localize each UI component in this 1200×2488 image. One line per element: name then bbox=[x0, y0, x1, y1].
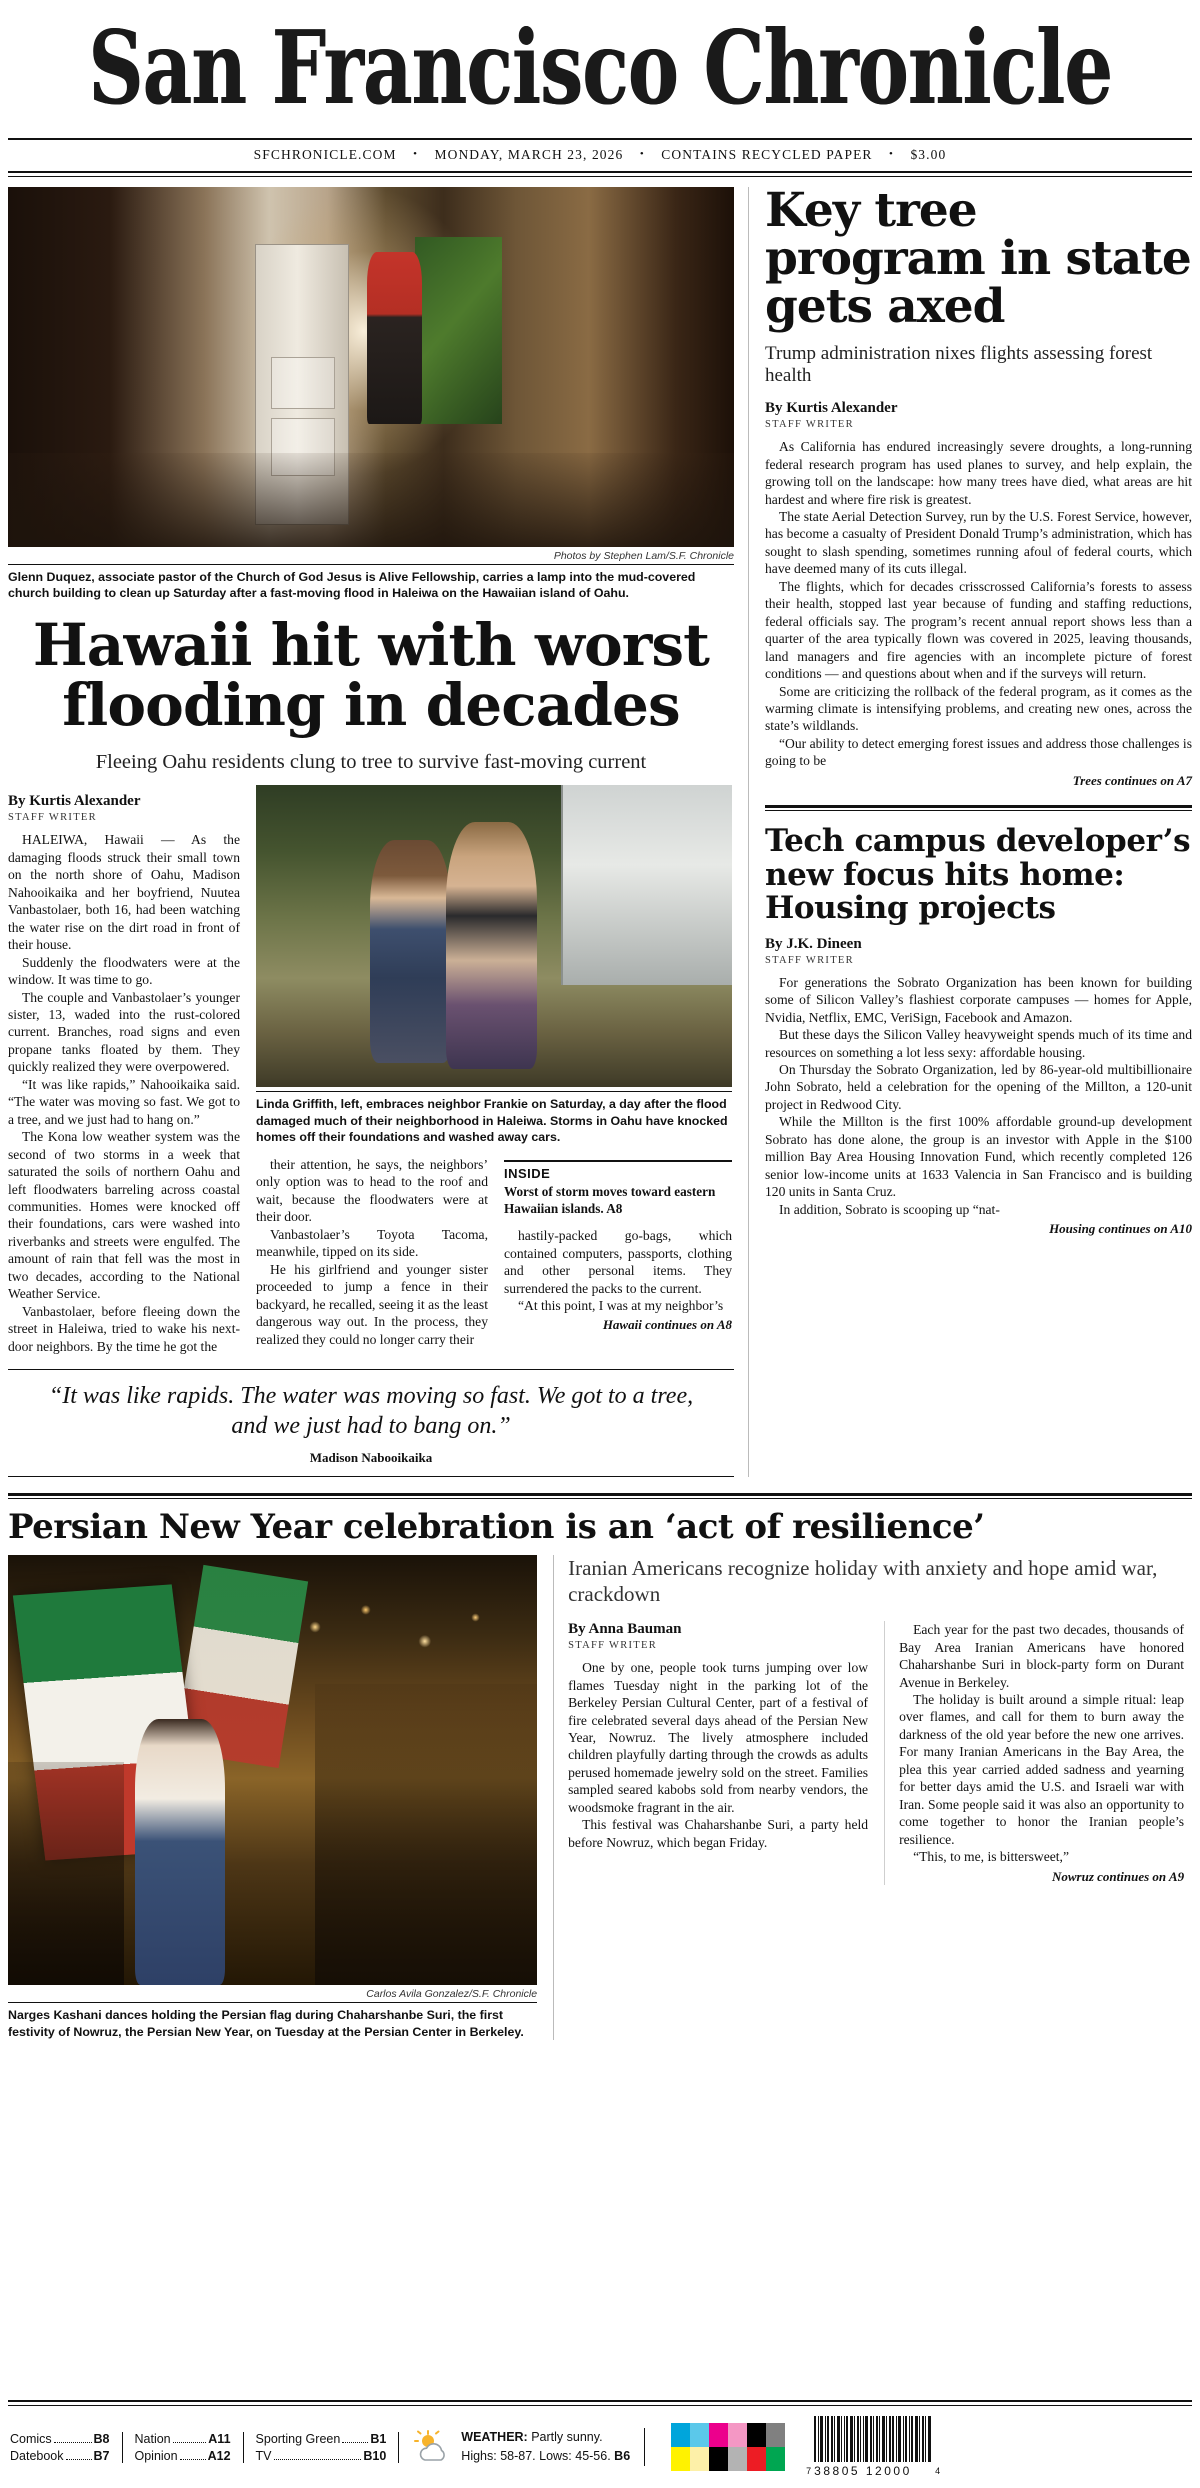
color-swatch bbox=[671, 2447, 690, 2471]
index-label: Opinion bbox=[134, 2448, 178, 2463]
color-swatch bbox=[747, 2447, 766, 2471]
rule-header-thick bbox=[8, 171, 1192, 173]
inside-text[interactable]: Worst of storm moves toward eastern Hawaiian islands. A8 bbox=[504, 1183, 716, 1216]
inside-box[interactable] bbox=[504, 1160, 732, 1217]
paragraph: But these days the Silicon Valley heavyweight spends much of its time and resources on something a lot less sexy: affordable housing. bbox=[765, 1027, 1192, 1060]
trees-jumpline[interactable]: Trees continues on A7 bbox=[1072, 772, 1192, 788]
leader-dots bbox=[180, 2459, 206, 2460]
paragraph: The flights, which for decades crisscrossed California’s forests to assess their health, stopped last year because of funding and staffing reductions, federal officials say. The program’s recent annual report shows less than a quarter of the area typically flown was covered in 2025, leaving thousands, land managers and fire agencies with an incomplete picture of forest conditions — and questions about when and if the surveys will return. bbox=[765, 578, 1192, 682]
paragraph: The holiday is built around a simple ritual: leap over flames, and call for them to burn away the darkness of the old year before the new one arrives. For many Iranian Americans in the Bay Area, the plea this year carried added sadness and yearning for better days amid the U.S. and Israeli war with Iran. Some people said it was also an opportunity to come together to honor the Iranian people’s resilience. bbox=[899, 1691, 1185, 1847]
paragraph: The couple and Vanbastolaer’s younger sister, 13, waded into the rust-colored current. Branches, road signs and even propane tanks floated by them. They quickly realized they were overpowered. bbox=[8, 989, 240, 1075]
paragraph: “This, to me, is bittersweet,” bbox=[913, 1849, 1069, 1865]
index-label: TV bbox=[255, 2448, 272, 2463]
rule-section-thin bbox=[765, 810, 1192, 811]
index-label: Comics bbox=[10, 2431, 52, 2446]
color-swatch bbox=[709, 2447, 728, 2471]
weather-line-1 bbox=[461, 2428, 630, 2447]
trees-byrole: STAFF WRITER bbox=[765, 419, 854, 431]
paragraph: This festival was Chaharshanbe Suri, a party held before Nowruz, which began Friday. bbox=[568, 1817, 869, 1850]
trees-byline[interactable]: By Kurtis Alexander bbox=[765, 400, 898, 417]
index-item-sporting-green[interactable] bbox=[256, 2432, 387, 2446]
index-item-comics[interactable] bbox=[10, 2432, 110, 2446]
persian-body-columns bbox=[568, 1621, 1192, 1884]
masthead bbox=[8, 0, 1192, 128]
paragraph: “Our ability to detect emerging forest issues and address those challenges is going to be bbox=[765, 735, 1192, 769]
paragraph: Each year for the past two decades, thousands of Bay Area Iranian Americans have honored Chaharshanbe Suri in block-party form on Durant Avenue in Berkeley. bbox=[899, 1622, 1185, 1690]
leader-dots bbox=[173, 2442, 207, 2443]
embrace-photo-caption: Linda Griffith, left, embraces neighbor Frankie on Saturday, a day after the flood damaged much of their neighborhood in Haleiwa. Storms in Oahu have knocked homes off their foundations and washed away cars. bbox=[256, 1091, 732, 1146]
index-item-opinion[interactable] bbox=[135, 2449, 231, 2463]
color-bar-row-2 bbox=[671, 2447, 785, 2471]
persian-photo-credit: Carlos Avila Gonzalez/S.F. Chronicle bbox=[366, 1988, 538, 2001]
persian-col-1 bbox=[568, 1621, 868, 1884]
paragraph: Vanbastolaer’s Toyota Tacoma, meanwhile, tipped on its side. bbox=[256, 1226, 488, 1260]
pullquote-block bbox=[8, 1369, 734, 1477]
photo-lights-element bbox=[294, 1589, 506, 1684]
leader-dots bbox=[342, 2442, 368, 2443]
rule-persian-thin bbox=[8, 1498, 1192, 1499]
color-swatch bbox=[747, 2423, 766, 2447]
paragraph: Suddenly the floodwaters were at the window. It was time to go. bbox=[8, 954, 240, 988]
persian-photo-caption: Narges Kashani dances holding the Persian flag during Chaharshanbe Suri, the first festivity of Nowruz, the Persian New Year, on Tuesday at the Persian Center in Berkeley. bbox=[8, 2002, 537, 2040]
index-page: A11 bbox=[208, 2431, 231, 2446]
persian-byline[interactable]: By Anna Bauman bbox=[568, 1621, 682, 1638]
index-label: Nation bbox=[134, 2431, 171, 2446]
persian-photo bbox=[8, 1555, 537, 1985]
index-label: Datebook bbox=[10, 2448, 64, 2463]
color-swatch bbox=[690, 2447, 709, 2471]
persian-photo-col bbox=[8, 1555, 537, 2040]
lead-headline[interactable]: Hawaii hit with worst flooding in decades bbox=[32, 610, 710, 739]
bullet-sep-2: • bbox=[639, 148, 645, 161]
photo-woman-right-element bbox=[446, 822, 536, 1070]
dateline-bar bbox=[8, 138, 1192, 177]
bullet-sep-1: • bbox=[413, 148, 419, 161]
lead-continuation-columns bbox=[256, 1156, 732, 1348]
paragraph: HALEIWA, Hawaii — As the damaging floods struck their small town on the north shore of Oahu, Madison Nahooikaika and her boyfriend, Nuutea Vanbastolaer, both 16, had been watching the water rise on the dirt road in front of their house. bbox=[8, 832, 240, 953]
weather-page: B6 bbox=[614, 2449, 631, 2463]
housing-headline[interactable]: Tech campus developer’s new focus hits home: Housing projects bbox=[765, 823, 1191, 927]
lead-jumpline[interactable]: Hawaii continues on A8 bbox=[602, 1317, 732, 1333]
issue-date: MONDAY, MARCH 23, 2026 bbox=[434, 147, 624, 163]
price: $3.00 bbox=[910, 147, 947, 163]
bullet-sep-3: • bbox=[889, 148, 894, 161]
photo-mud-element bbox=[8, 453, 734, 547]
lead-paragraphs-1 bbox=[8, 831, 240, 1355]
index-group-3 bbox=[244, 2432, 400, 2463]
website-url[interactable]: SFCHRONICLE.COM bbox=[253, 147, 397, 163]
paragraph: On Thursday the Sobrato Organization, led by 86-year-old multibillionaire John Sobrato, held a celebration for the opening of the Millton, a 120-unit project in Redwood City. bbox=[765, 1061, 1192, 1112]
rule-persian-thick bbox=[8, 1493, 1192, 1496]
photo-woman-left-element bbox=[370, 840, 451, 1063]
leader-dots bbox=[274, 2459, 362, 2460]
trees-paragraphs bbox=[765, 438, 1192, 770]
index-page: B8 bbox=[93, 2431, 110, 2446]
paragraph: For generations the Sobrato Organization has been known for building some of Silicon Valley’s flashiest corporate campuses — homes for Apple, Nvidia, Netflix, EMC, VeriSign, Facebook and Amazon. bbox=[765, 974, 1192, 1025]
left-column bbox=[8, 187, 748, 1477]
color-registration-bars bbox=[671, 2423, 785, 2471]
photo-crowd-right-element bbox=[315, 1684, 537, 1985]
photo-person-element bbox=[367, 252, 421, 425]
lead-story-col1 bbox=[8, 785, 240, 1355]
main-content-grid bbox=[8, 182, 1192, 1477]
rule-section-thick bbox=[765, 805, 1192, 808]
lead-byline[interactable]: By Kurtis Alexander bbox=[8, 793, 141, 810]
right-column bbox=[748, 182, 1192, 1477]
paragraph: “It was like rapids,” Nahooikaika said. “The water was moving so fast. We got to a tree, and we just had to hang on.” bbox=[8, 1076, 240, 1127]
index-item-tv[interactable] bbox=[256, 2449, 387, 2463]
housing-byline[interactable]: By J.K. Dineen bbox=[765, 935, 862, 952]
weather-line-2 bbox=[461, 2447, 630, 2466]
index-item-datebook[interactable] bbox=[10, 2449, 110, 2463]
lead-paragraphs-2 bbox=[256, 1156, 488, 1348]
weather-text bbox=[461, 2428, 630, 2466]
photo-greenery-element bbox=[415, 237, 502, 424]
persian-deck: Iranian Americans recognize holiday with anxiety and hope amid war, crackdown bbox=[568, 1556, 1158, 1607]
weather-temps: Highs: 58-87. Lows: 45-56. bbox=[461, 2449, 611, 2463]
color-swatch bbox=[709, 2423, 728, 2447]
footer-index-bar bbox=[8, 2400, 1192, 2478]
paragraph: Vanbastolaer, before fleeing down the street in Haleiwa, tried to wake his next-door neighbors. By the time he got the bbox=[8, 1303, 240, 1354]
leader-dots bbox=[66, 2459, 92, 2460]
color-swatch bbox=[766, 2423, 785, 2447]
persian-jumpline[interactable]: Nowruz continues on A9 bbox=[1051, 1868, 1185, 1884]
paragraph: Some are criticizing the rollback of the federal program, as it comes as the warming climate is intensifying problems, and creating new ones, across the state’s wildlands. bbox=[765, 683, 1192, 734]
barcode-bars-wrap bbox=[814, 2416, 932, 2478]
color-swatch bbox=[671, 2423, 690, 2447]
persian-paragraphs-1 bbox=[568, 1659, 868, 1851]
paragraph: “At this point, I was at my neighbor’s bbox=[518, 1298, 724, 1314]
color-swatch bbox=[766, 2447, 785, 2471]
index-page: B10 bbox=[363, 2448, 387, 2463]
index-page: B1 bbox=[370, 2431, 387, 2446]
rule-header-thin bbox=[8, 176, 1192, 177]
lead-photo-flood bbox=[8, 187, 734, 547]
index-item-nation[interactable] bbox=[135, 2432, 231, 2446]
paragraph: The Kona low weather system was the second of two storms in a week that saturated the soils of northern Oahu and left floodwaters barreling across coastal communities. Homes were knocked off their foundations, cars were washed into riverbanks and streets were engulfed. The amount of rain that fell was the most in two decades, according to the National Weather Service. bbox=[8, 1129, 240, 1302]
persian-text-col bbox=[553, 1555, 1192, 2040]
dateline bbox=[8, 140, 1192, 169]
trees-deck: Trump administration nixes flights assessing forest health bbox=[765, 342, 1153, 387]
trees-headline[interactable]: Key tree program in state gets axed bbox=[765, 182, 1191, 334]
paragraph: As California has endured increasingly severe droughts, a long-running federal research program has used planes to survey, and help explain, the growing toll on the landscape: how many trees have died, what areas are hit hardest and where fire risk is greatest. bbox=[765, 439, 1192, 507]
paragraph: He his girlfriend and younger sister proceeded to jump a fence in their backyard, he recalled, seeing it as the least dangerous way out. In the process, they realized they could no longer carry their bbox=[256, 1261, 488, 1347]
persian-col-2 bbox=[884, 1621, 1184, 1884]
index-page: A12 bbox=[207, 2448, 231, 2463]
color-swatch bbox=[728, 2423, 747, 2447]
color-bar-row-1 bbox=[671, 2423, 785, 2447]
housing-jumpline[interactable]: Housing continues on A10 bbox=[1049, 1221, 1192, 1237]
lead-photo-credit: Photos by Stephen Lam/S.F. Chronicle bbox=[553, 549, 734, 562]
pullquote-attribution: Madison Nabooikaika bbox=[309, 1449, 433, 1465]
photo-dancer-element bbox=[135, 1719, 225, 1986]
index-group-2 bbox=[123, 2432, 244, 2463]
persian-section bbox=[8, 1555, 1192, 2040]
lead-paragraphs-3 bbox=[504, 1227, 732, 1314]
leader-dots bbox=[54, 2442, 92, 2443]
persian-paragraphs-2 bbox=[899, 1621, 1184, 1865]
barcode-right-digit: 4 bbox=[935, 2466, 941, 2476]
color-swatch bbox=[690, 2423, 709, 2447]
lead-story-right-block bbox=[256, 785, 732, 1355]
housing-paragraphs bbox=[765, 974, 1192, 1218]
housing-byrole: STAFF WRITER bbox=[765, 954, 854, 966]
color-swatch bbox=[728, 2447, 747, 2471]
paragraph: their attention, he says, the neighbors’ only option was to head to the roof and wait, because the floodwaters were at their door. bbox=[256, 1156, 488, 1225]
paragraph: In addition, Sobrato is scooping up “nat- bbox=[779, 1201, 1000, 1217]
weather-condition: Partly sunny. bbox=[531, 2430, 603, 2445]
embrace-photo bbox=[256, 785, 732, 1087]
barcode-digits: 38805 12000 bbox=[814, 2464, 912, 2478]
lead-byrole: STAFF WRITER bbox=[8, 812, 97, 824]
paragraph: One by one, people took turns jumping over low flames Tuesday night in the parking lot of the Berkeley Persian Cultural Center, part of a festival of fire celebrated several days ahead of the Persian New Year, Nowruz. The lively atmosphere included children playfully darting through the crowds as adults perused homemade jewelry sold on the street. Families sampled seared kabobs sold from nearby vendors, the woodsmoke fragrant in the air. bbox=[568, 1660, 869, 1815]
barcode-bars bbox=[814, 2416, 932, 2462]
inside-label: INSIDE bbox=[504, 1165, 551, 1181]
lead-deck: Fleeing Oahu residents clung to tree to survive fast-moving current bbox=[95, 751, 647, 774]
weather-label: WEATHER: bbox=[461, 2430, 528, 2445]
footer-row bbox=[8, 2406, 1192, 2478]
lead-story-body-wrap bbox=[8, 785, 734, 1355]
photo-truck-element bbox=[561, 785, 732, 984]
inside-and-jump-col bbox=[504, 1156, 732, 1348]
weather-block[interactable] bbox=[399, 2428, 645, 2466]
paragraph: hastily-packed go-bags, which contained computers, passports, clothing and other personal items. They surrendered the packs to the current. bbox=[504, 1228, 732, 1296]
index-page: B7 bbox=[93, 2448, 110, 2463]
paragraph: While the Millton is the first 100% affordable ground-up development Sobrato has done alone, the group is an investor with Apple in the $100 million Bay Area Housing Innovation Fund, which recently completed 126 senior low-income units at 1633 Valencia in San Francisco and is building 120 units in Santa Cruz. bbox=[765, 1114, 1192, 1200]
persian-byrole: STAFF WRITER bbox=[568, 1640, 658, 1652]
barcode bbox=[803, 2416, 943, 2478]
index-group-1 bbox=[8, 2432, 123, 2463]
paragraph: The state Aerial Detection Survey, run by the U.S. Forest Service, however, has become a casualty of President Donald Trump’s administration, which has sought to slash spending, sometimes running afoul of federal courts, which have deemed many of its cuts illegal. bbox=[765, 508, 1192, 577]
newspaper-title: San Francisco Chronicle bbox=[88, 8, 1112, 128]
lead-photo-caption: Glenn Duquez, associate pastor of the Church of God Jesus is Alive Fellowship, carries a lamp into the mud-covered church building to clean up Saturday after a fast-moving flood in Haleiwa on the Hawaiian island of Oahu. bbox=[8, 564, 734, 602]
pullquote-text: “It was like rapids. The water was moving so fast. We got to a tree, and we just had to bang on.” bbox=[48, 1383, 694, 1439]
barcode-left-digit: 7 bbox=[806, 2466, 812, 2476]
rule-footer-thick bbox=[8, 2400, 1192, 2402]
photo-crowd-left-element bbox=[8, 1762, 124, 1986]
recycled-note: CONTAINS RECYCLED PAPER bbox=[661, 147, 873, 163]
persian-headline[interactable]: Persian New Year celebration is an ‘act of resilience’ bbox=[8, 1507, 985, 1548]
sun-cloud-icon bbox=[413, 2430, 453, 2464]
index-label: Sporting Green bbox=[255, 2431, 341, 2446]
